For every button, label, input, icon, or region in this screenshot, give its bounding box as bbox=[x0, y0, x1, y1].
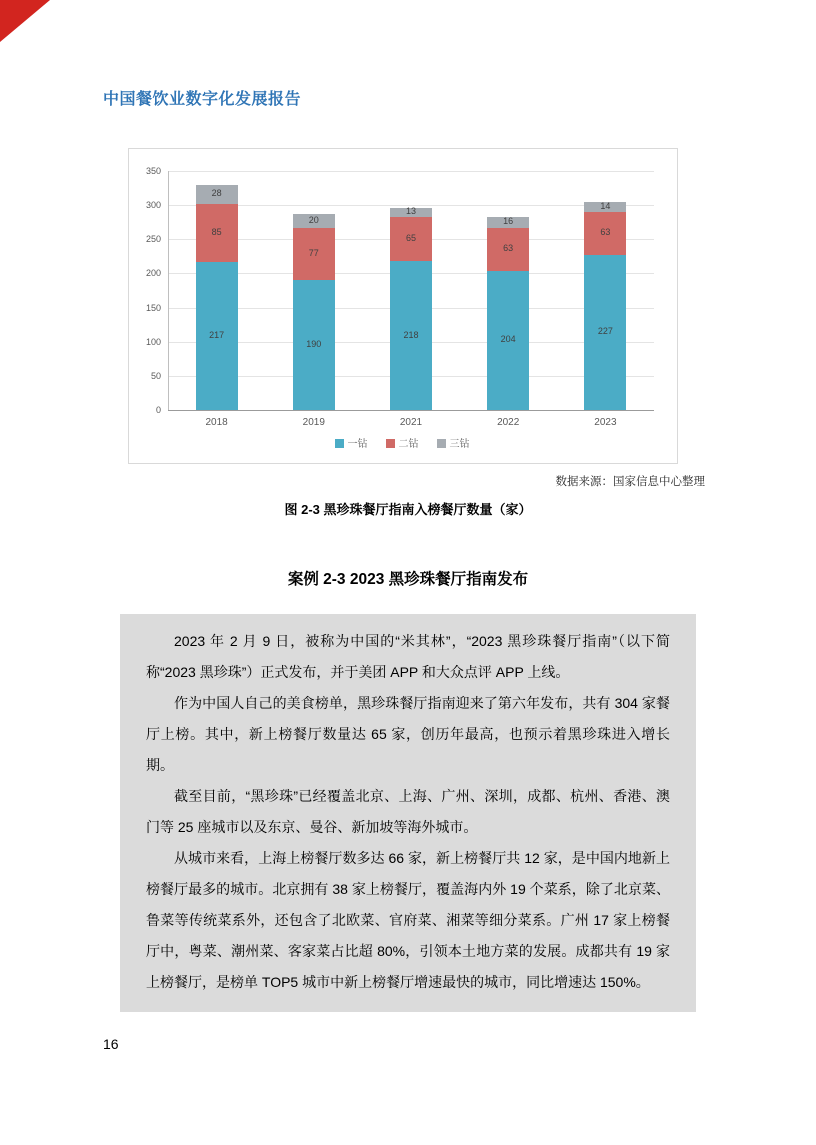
bar-value-label: 190 bbox=[306, 339, 322, 350]
bar-value-label: 85 bbox=[211, 226, 222, 237]
report-title: 中国餐饮业数字化发展报告 bbox=[103, 91, 302, 108]
y-axis-label: 50 bbox=[150, 370, 161, 381]
bar-value-label: 65 bbox=[405, 232, 416, 243]
case-title: 案例 2-3 2023 黑珍珠餐厅指南发布 bbox=[287, 571, 529, 588]
y-axis-label: 0 bbox=[155, 405, 161, 415]
bar-value-label: 204 bbox=[500, 334, 516, 345]
bar-value-label: 16 bbox=[503, 216, 514, 227]
corner-decoration bbox=[0, 0, 50, 42]
bar-value-label: 217 bbox=[209, 329, 225, 340]
bar-value-label: 28 bbox=[211, 188, 222, 199]
legend-swatch bbox=[437, 439, 446, 448]
page-number: 16 bbox=[103, 1036, 119, 1052]
bar-value-label: 20 bbox=[308, 214, 319, 225]
x-axis-label: 2022 bbox=[497, 417, 520, 428]
chart-container bbox=[128, 148, 678, 464]
bar-value-label: 63 bbox=[503, 243, 514, 254]
y-axis-label: 100 bbox=[145, 336, 161, 347]
x-axis bbox=[168, 410, 654, 411]
case-paragraph: 作为中国人自己的美食榜单，黑珍珠餐厅指南迎来了第六年发布，共有 304 家餐厅上榜。其中，新上榜餐厅数量达 65 家，创历年最高，也预示着黑珍珠进入增长期。 bbox=[146, 695, 670, 773]
y-axis-label: 250 bbox=[145, 234, 161, 245]
x-axis-label: 2021 bbox=[399, 417, 423, 428]
stacked-bar-chart bbox=[132, 155, 672, 455]
legend-swatch bbox=[335, 439, 344, 448]
legend-swatch bbox=[386, 439, 395, 448]
chart-legend bbox=[132, 435, 672, 450]
case-paragraph: 从城市来看，上海上榜餐厅数多达 66 家，新上榜餐厅共 12 家，是中国内地新上榜餐厅最多的城市。北京拥有 38 家上榜餐厅，覆盖海内外 19 个菜系，除了北京菜、鲁菜等传统菜系外，还包含了北欧菜、官府菜、湘菜等细分菜系。广州 17 家上榜餐厅中，粤菜、潮州菜、客家菜占比超 80%，引领本土地方菜的发展。成都共有 19 家上榜餐厅，是榜单 TOP5 城市中新上榜餐厅增速最快的城市，同比增速达 150%。 bbox=[146, 850, 670, 990]
y-axis-label: 150 bbox=[145, 302, 161, 313]
legend-item: 一钻 bbox=[335, 439, 368, 450]
bar-value-label: 14 bbox=[600, 201, 611, 212]
x-axis-label: 2018 bbox=[205, 417, 228, 428]
legend-item: 三钻 bbox=[437, 439, 470, 450]
gridline bbox=[168, 171, 654, 172]
bar-value-label: 63 bbox=[600, 227, 611, 238]
y-axis-label: 350 bbox=[145, 166, 161, 176]
x-axis-label: 2019 bbox=[302, 417, 325, 428]
bar-value-label: 13 bbox=[405, 206, 416, 217]
bar-value-label: 227 bbox=[597, 326, 613, 337]
y-axis bbox=[168, 171, 169, 410]
legend-item: 二钻 bbox=[386, 439, 419, 450]
x-axis-label: 2023 bbox=[594, 417, 617, 428]
y-axis-label: 300 bbox=[145, 200, 161, 211]
data-source-note: 数据来源：国家信息中心整理 bbox=[555, 476, 705, 488]
case-text-box bbox=[120, 614, 696, 1012]
bar-value-label: 77 bbox=[308, 247, 319, 258]
case-paragraph: 2023 年 2 月 9 日，被称为中国的“米其林”，“2023 黑珍珠餐厅指南”（以下简称“2023 黑珍珠”）正式发布，并于美团 APP 和大众点评 APP 上线。 bbox=[146, 633, 670, 680]
figure-caption: 图 2-3 黑珍珠餐厅指南入榜餐厅数量（家） bbox=[284, 502, 532, 517]
case-paragraph: 截至目前，“黑珍珠”已经覆盖北京、上海、广州、深圳，成都、杭州、香港、澳门等 25 座城市以及东京、曼谷、新加坡等海外城市。 bbox=[146, 788, 670, 835]
y-axis-label: 200 bbox=[145, 268, 161, 279]
bar-value-label: 218 bbox=[403, 329, 419, 340]
